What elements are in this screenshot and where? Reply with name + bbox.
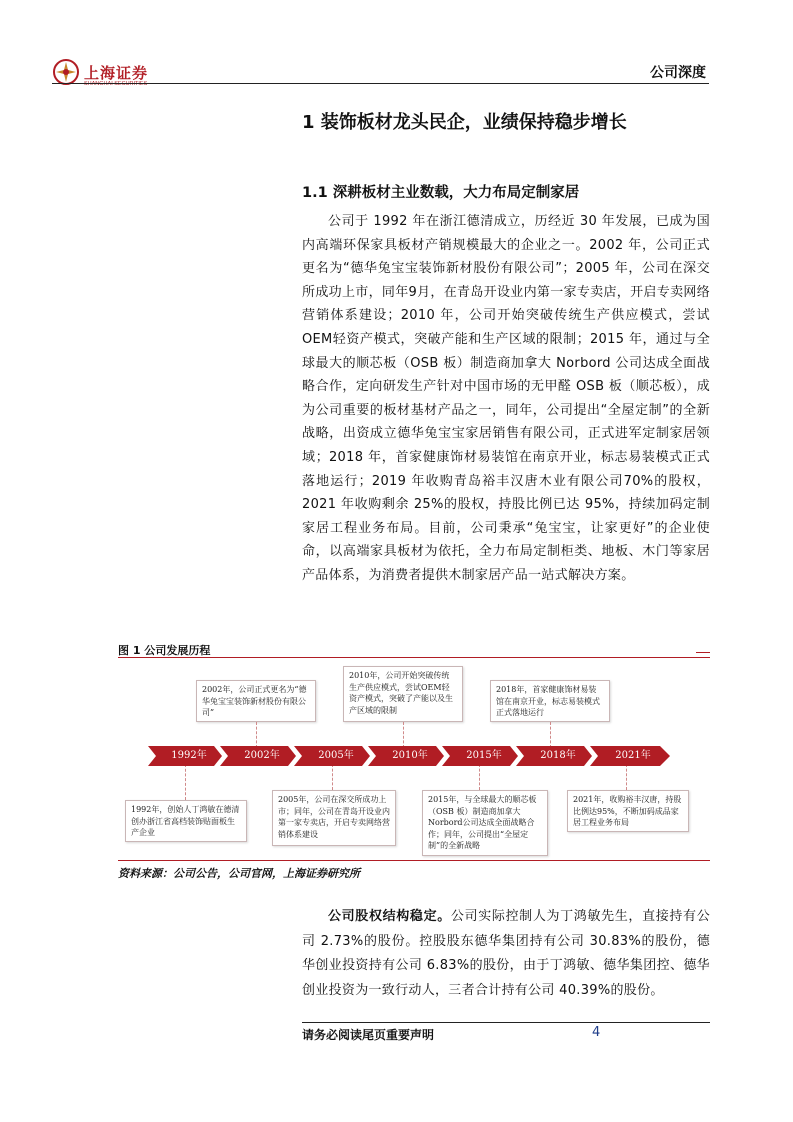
timeline-event-2010: 2010年，公司开始突破传统生产供应模式，尝试OEM轻资产模式，突破了产能以及生产区域的限制 (343, 666, 463, 722)
figure-top-rule (118, 657, 710, 658)
header-divider (52, 83, 709, 84)
logo-chinese-name: 上海证券 (84, 64, 149, 82)
page-number: 4 (592, 1025, 601, 1040)
connector-1992 (185, 764, 186, 800)
year-label-2018: 2018年 (540, 750, 576, 761)
report-type-label: 公司深度 (650, 65, 706, 81)
footer-divider (302, 1022, 710, 1023)
company-logo (52, 58, 172, 92)
year-label-2021: 2021年 (615, 750, 651, 761)
figure-bottom-rule (118, 860, 710, 861)
timeline-event-2021: 2021年，收购裕丰汉唐，持股比例达95%，不断加码成品家居工程业务布局 (567, 790, 689, 832)
year-label-2005: 2005年 (318, 750, 354, 761)
logo-emblem-icon (52, 58, 80, 86)
year-label-2002: 2002年 (244, 750, 280, 761)
year-label-2010: 2010年 (392, 750, 428, 761)
shareholding-lead: 公司股权结构稳定。 (328, 909, 451, 924)
shareholding-paragraph (302, 905, 710, 1003)
timeline-event-2015: 2015年，与全球最大的顺芯板（OSB 板）制造商加拿大Norbord公司达成全面战略合作；同年，公司提出“全屋定制”的全新战略 (422, 790, 548, 856)
figure-title-tick (696, 652, 710, 653)
timeline-event-2018: 2018年，首家健康饰材易装馆在南京开业，标志易装模式正式落地运行 (490, 680, 610, 722)
footer-disclaimer: 请务必阅读尾页重要声明 (302, 1028, 435, 1042)
timeline-event-2002: 2002年，公司正式更名为“德华兔宝宝装饰新材股份有限公司” (196, 680, 316, 722)
year-label-2015: 2015年 (466, 750, 502, 761)
figure-title: 图 1 公司发展历程 (118, 644, 211, 657)
timeline-event-2005: 2005年，公司在深交所成功上市；同年，公司在青岛开设业内第一家专卖店，开启专卖网络营销体系建设 (272, 790, 396, 846)
subsection-heading: 1.1 深耕板材主业数载，大力布局定制家居 (302, 185, 580, 201)
section-heading: 1 装饰板材龙头民企，业绩保持稳步增长 (302, 112, 627, 133)
year-label-1992: 1992年 (171, 750, 207, 761)
logo-english-name: SHANGHAI SECURITIES (84, 81, 148, 87)
shareholding-text: 公司实际控制人为丁鸿敏先生，直接持有公司 2.73%的股份。控股股东德华集团持有公司 30.83%的股份，德华创业投资持有公司 6.83%的股份，由于丁鸿敏、德华集团控、德华创业投资为一致行动人，三者合计持有公司 40.39%的股份。 (302, 909, 711, 998)
company-history-paragraph: 公司于 1992 年在浙江德清成立，历经近 30 年发展，已成为国内高端环保家具板材产销规模最大的企业之一。2002 年，公司正式更名为“德华兔宝宝装饰新材股份有限公司”；2005 年，公司在深交所成功上市，同年9月，在青岛开设业内第一家专卖店，开启专卖网络营销体系建设；2010 年，公司开始突破传统生产供应模式，尝试OEM轻资产模式，突破产能和生产区域的限制；2015 年，通过与全球最大的顺芯板（OSB 板）制造商加拿大 Norbord 公司达成全面战略合作，定向研发生产针对中国市场的无甲醛 OSB 板（顺芯板），成为公司重要的板材基材产品之一，同年，公司提出“全屋定制”的全新战略，出资成立德华兔宝宝家居销售有限公司，正式进军定制家居领域；2018 年，首家健康饰材易装馆在南京开业，标志易装模式正式落地运行；2019 年收购青岛裕丰汉唐木业有限公司70%的股权，2021 年收购剩余 25%的股权，持股比例已达 95%，持续加码定制家居工程业务布局。目前，公司秉承“兔宝宝，让家更好”的企业使命，以高端家具板材为依托，全力布局定制柜类、地板、木门等家居产品体系，为消费者提供木制家居产品一站式解决方案。 (302, 214, 710, 583)
figure-source: 资料来源：公司公告，公司官网，上海证券研究所 (118, 867, 360, 880)
timeline-event-1992: 1992年，创始人丁鸿敏在德清创办浙江省高档装饰贴面板生产企业 (125, 800, 247, 842)
